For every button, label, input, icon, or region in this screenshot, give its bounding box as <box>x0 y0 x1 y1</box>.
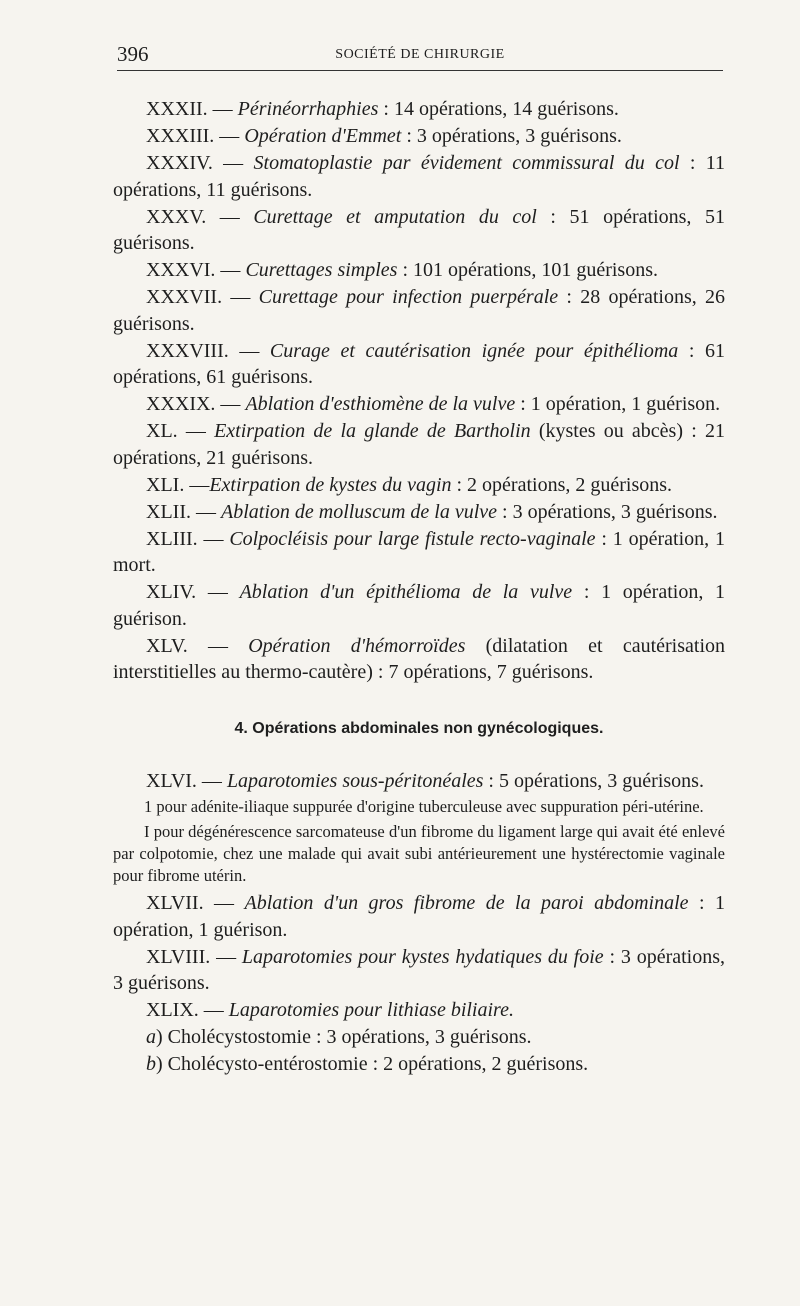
entry-number: XLIII. — <box>146 527 230 550</box>
entry-number: XL. — <box>146 420 215 442</box>
entry <box>113 997 725 1024</box>
entry-result: : 51 opérations, 51 guérisons. <box>113 205 726 254</box>
entry-result: : 3 opérations, 3 guérisons. <box>497 500 718 523</box>
entry-number: XXXIII. — <box>146 125 245 147</box>
entry-title: Ablation de molluscum de la vulve <box>220 500 498 523</box>
entries-list-a <box>113 96 725 686</box>
entry-title: Opération d'Emmet <box>244 125 402 147</box>
page-header <box>117 42 723 71</box>
entry-result: : 3 opérations, 3 guérisons. <box>401 125 622 147</box>
entry-title: Ablation d'un gros fibrome de la paroi abdominale <box>244 892 689 914</box>
sub-item <box>113 1024 725 1051</box>
entry <box>113 418 725 471</box>
entry <box>113 633 725 686</box>
page-content <box>113 96 725 1077</box>
entry-result: : 61 opérations, 61 guérisons. <box>113 339 725 388</box>
sub-item-text: ) Cholécysto-entérostomie : 2 opérations, 2 guérisons. <box>156 1052 589 1075</box>
page-number: 396 <box>117 42 149 66</box>
entry-result: (dilatation et cautérisation interstitielles au thermo-cautère) : 7 opérations, 7 guérisons. <box>113 634 725 683</box>
entry-number: XLVII. — <box>146 892 245 914</box>
entry-number: XXXII. — <box>146 98 238 120</box>
entry-title: Périnéorrhaphies <box>237 98 379 120</box>
entry-result: : 11 opérations, 11 guérisons. <box>113 152 725 201</box>
entry <box>113 499 725 526</box>
sub-item <box>113 1051 725 1078</box>
entry <box>113 391 725 418</box>
entry-title: Stomatoplastie par évidement commissural du col <box>253 152 680 174</box>
entry-number: XXXV. — <box>146 205 254 228</box>
entry-number: XLIV. — <box>146 581 240 603</box>
entry-title: Curettages simples <box>245 259 398 281</box>
entry <box>113 768 725 795</box>
entry-number: XLVI. — <box>146 769 227 792</box>
entry <box>113 284 725 337</box>
entry-result: : 1 opération, 1 guérison. <box>515 393 721 415</box>
footnote-paragraph: I pour dégénérescence sarcomateuse d'un fibrome du ligament large qui avait été enlevé par colpotomie, chez une malade qui avait subi antérieurement une hystérectomie vaginale pour fibrome utérin. <box>113 822 725 885</box>
entry-title: Laparotomies pour kystes hydatiques du foie <box>241 945 604 968</box>
entry-result: : 5 opérations, 3 guérisons. <box>483 769 704 792</box>
footnote-paragraph: 1 pour adénite-iliaque suppurée d'origine tuberculeuse avec suppuration péri-utérine. <box>144 797 704 816</box>
entry <box>113 890 725 943</box>
entry <box>113 472 725 499</box>
entry <box>113 944 725 997</box>
entry-title: Curettage pour infection puerpérale <box>258 286 559 308</box>
sub-item-text: ) Cholécystostomie : 3 opérations, 3 guérisons. <box>156 1026 532 1048</box>
entry-result: : 101 opérations, 101 guérisons. <box>397 259 658 281</box>
section-title: 4. Opérations abdominales non gynécologiques. <box>234 719 604 737</box>
entry-title: Ablation d'un épithélioma de la vulve <box>239 581 573 603</box>
entry-title: Ablation d'esthiomène de la vulve <box>245 393 516 415</box>
entry-result: : 1 opération, 1 guérison. <box>113 581 725 630</box>
entry-title: Curage et cautérisation ignée pour épithélioma <box>269 339 679 362</box>
entry <box>113 338 725 391</box>
entry-title: Laparotomies sous-péritonéales <box>226 769 484 792</box>
entry-number: XXXVI. — <box>146 259 246 281</box>
entry-number: XXXIV. — <box>146 152 254 174</box>
entry-number: XLIX. — <box>146 999 229 1021</box>
entry-result: (kystes ou abcès) : 21 opérations, 21 guérisons. <box>113 420 725 469</box>
entry-title: Colpocléisis pour large fistule recto-vaginale <box>229 527 596 550</box>
entry <box>113 123 725 150</box>
entry <box>113 96 725 123</box>
entry-result: : 1 opération, 1 mort. <box>113 527 725 576</box>
entry-title: Curettage et amputation du col <box>253 205 537 228</box>
entry <box>113 204 725 257</box>
entry-number: XLI. — <box>146 473 210 496</box>
entries-list-b <box>113 890 725 1024</box>
entry-result: : 14 opérations, 14 guérisons. <box>378 98 619 120</box>
entry-number: XXXVII. — <box>146 286 259 308</box>
entry-result: : 2 opérations, 2 guérisons. <box>451 473 673 496</box>
entry-title: Laparotomies pour lithiase biliaire. <box>228 999 514 1021</box>
entry-number: XXXVIII. — <box>146 339 270 362</box>
entry <box>113 579 725 632</box>
entry <box>113 257 725 284</box>
sub-item-letter: a <box>146 1026 156 1048</box>
entry-result: : 28 opérations, 26 guérisons. <box>113 286 726 335</box>
entry-number: XLV. — <box>146 634 249 657</box>
entry-title: Opération d'hémorroïdes <box>248 634 466 657</box>
entry-title: Extirpation de kystes du vagin <box>209 473 452 496</box>
running-title: SOCIÉTÉ DE CHIRURGIE <box>335 47 505 62</box>
sub-item-letter: b <box>146 1052 156 1075</box>
entry-number: XLII. — <box>146 500 221 523</box>
entry <box>113 150 725 203</box>
entry-title: Extirpation de la glande de Bartholin <box>214 420 531 442</box>
entry-result: : 3 opérations, 3 guérisons. <box>113 945 726 994</box>
entry-result: : 1 opération, 1 guérison. <box>113 892 725 941</box>
entry-number: XLVIII. — <box>146 945 242 968</box>
entry <box>113 526 725 579</box>
entry-number: XXXIX. — <box>146 393 246 415</box>
